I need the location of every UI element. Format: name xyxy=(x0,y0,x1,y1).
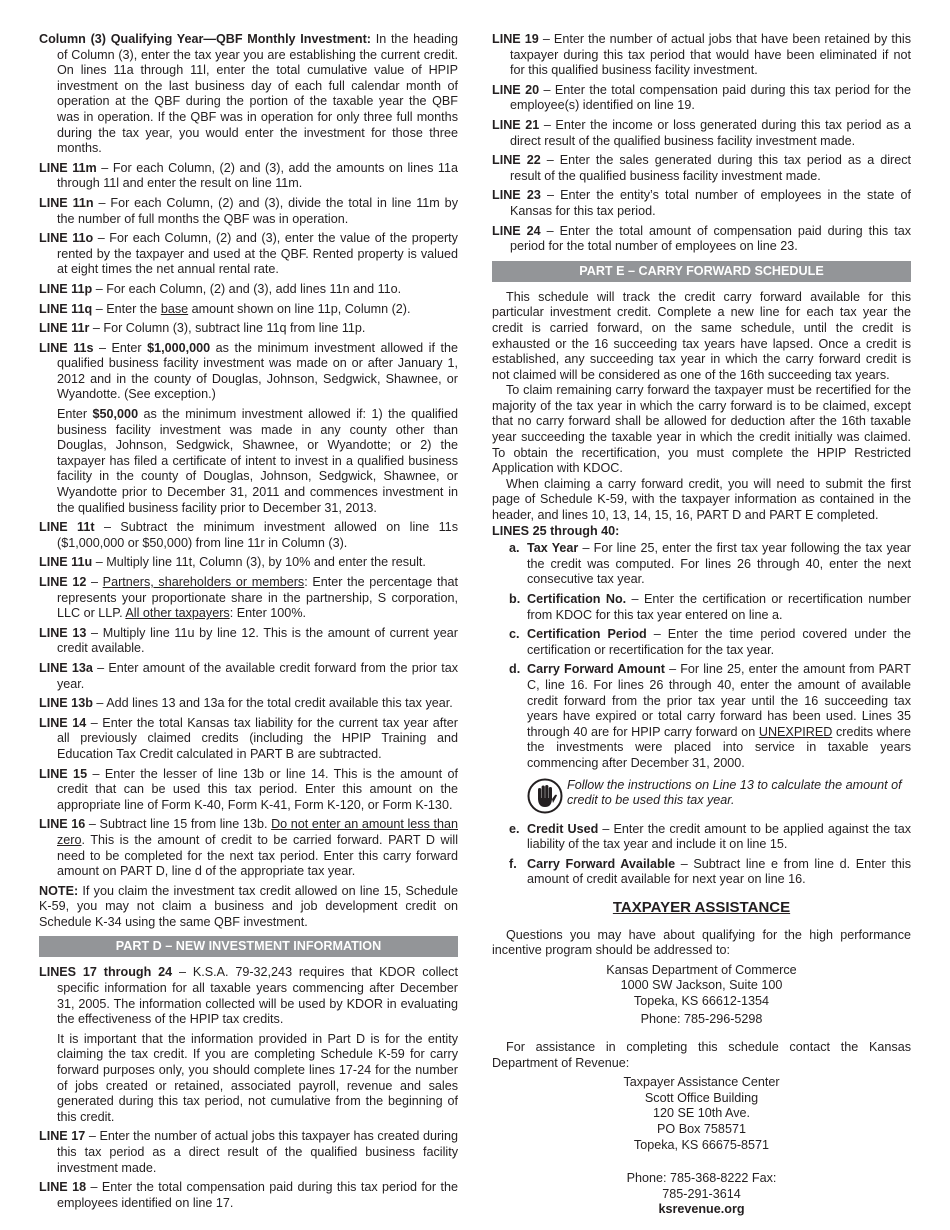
kdor-address: Taxpayer Assistance Center Scott Office Building 120 SE 10th Ave. PO Box 758571 Topeka, KS 66675-8571 Phone: 785-368-8222 Fax: 785-291-3614 ksrevenue.org xyxy=(492,1075,911,1218)
part-e-banner: PART E – CARRY FORWARD SCHEDULE xyxy=(492,261,911,282)
kdoc-address: Kansas Department of Commerce 1000 SW Jackson, Suite 100 Topeka, KS 66612-1354 Phone: 785-296-5298 xyxy=(492,963,911,1028)
list-item: c. Certification Period – Enter the time period covered under the certification or recertification for the tax year. xyxy=(509,627,911,657)
line-24: LINE 24 – Enter the total amount of compensation paid during this tax period for the total number of employees on line 23. xyxy=(492,223,911,254)
line-19: LINE 19 – Enter the number of actual jobs that have been retained by this taxpayer during this tax period that would have been eliminated if not for this qualified business facility investment. xyxy=(492,32,911,78)
line-15: LINE 15 – Enter the lesser of line 13b or line 14. This is the amount of credit that can be used this tax period. Enter this amount on the appropriate line of Form K-40, Form K-41, Form K-120, or Form K-130. xyxy=(39,766,458,812)
list-item: b. Certification No. – Enter the certification or recertification number from KDOC for this tax year entered on line a. xyxy=(509,592,911,622)
lines-17-24-paragraph-2: It is important that the information provided in Part D is for the entity claiming the tax credit. If you are completing Schedule K-59 for carry forward purposes only, you should complete lines 17-24 for the number of jobs created or retained, associated payroll, revenue and sales generated during this tax period, not cumulative from the beginning of this credit. xyxy=(57,1031,458,1124)
line-11q: LINE 11q – Enter the base amount shown on line 11p, Column (2). xyxy=(39,301,411,316)
line-13b: LINE 13b – Add lines 13 and 13a for the total credit available this tax year. xyxy=(39,696,453,711)
line-11s-paragraph-2: Enter $50,000 as the minimum investment allowed if: 1) the qualified business facility investment was made in any county other than Douglas, Johnson, Sedgwick, Shawnee, or Wyandotte; or 2) the taxpayer has filed a certificate of intent to invest in a qualified business facility in the county of Douglas, Johnson, Sedgwick, Shawnee, or Wyandotte prior to December 31, 2011 and commences investment in the qualified business facility prior to December 31, 2013. xyxy=(57,407,458,515)
kdor-fax: 785-291-3614 xyxy=(662,1186,741,1201)
line-11o: LINE 11o – For each Column, (2) and (3), enter the value of the property rented by the taxpayer and used at the QBF. Rented property is valued at eight times the net annual rental rate. xyxy=(39,231,458,277)
website-link[interactable]: ksrevenue.org xyxy=(658,1202,745,1217)
line-11p: LINE 11p – For each Column, (2) and (3), add lines 11n and 11o. xyxy=(39,281,402,296)
part-e-paragraph-1: This schedule will track the credit carry forward available for this particular investment credit. Complete a new line for each tax year the credit is carried forward, on the same schedule, until the credit is exhausted or the 16 succeeding tax years have lapsed. Once a credit is established, any succeeding tax year in which the carry forward credit is not claimed will be considered as one of the 16th succeeding tax years. xyxy=(492,289,911,382)
kdoc-phone: Phone: 785-296-5298 xyxy=(640,1012,763,1027)
line-12: LINE 12 – Partners, shareholders or members: Enter the percentage that represents your proportionate share in the partnership, S corporation, LLC or LLP. All other taxpayers: Enter 100%. xyxy=(39,575,458,621)
line-11n: LINE 11n – For each Column, (2) and (3), divide the total in line 11m by the number of full months the QBF was in operation. xyxy=(39,195,458,226)
stop-hand-icon xyxy=(527,778,563,814)
line-18: LINE 18 – Enter the total compensation paid during this tax period for the employees identified on line 17. xyxy=(39,1180,458,1210)
list-item: a. Tax Year – For line 25, enter the first tax year following the tax year the credit was computed. For lines 26 through 40, enter the next consecutive tax year. xyxy=(509,541,911,587)
list-item: f. Carry Forward Available – Subtract line e from line d. Enter this amount of credit available for next year on line 16. xyxy=(509,856,911,887)
line-11u: LINE 11u – Multiply line 11t, Column (3), by 10% and enter the result. xyxy=(39,555,426,570)
line-11t: LINE 11t – Subtract the minimum investment allowed on line 11s ($1,000,000 or $50,000) from line 11r in Column (3). xyxy=(39,520,458,550)
carry-forward-list xyxy=(492,541,911,771)
left-column xyxy=(39,32,458,1215)
line-22: LINE 22 – Enter the sales generated during this tax period as a direct result of the qualified business facility investment made. xyxy=(492,153,911,183)
right-column xyxy=(492,32,911,1218)
part-e-paragraph-2: To claim remaining carry forward the taxpayer must be recertified for the majority of the tax year in which the carry forward is to be claimed, except that no carry forward shall be allowed for deduction after the 16th taxable year succeeding the taxable year in which the credit initially was claimed. To obtain the recertification, you must complete the HPIP Restricted Application with KDOC. xyxy=(492,383,911,476)
lines-17-24: LINES 17 through 24 – K.S.A. 79-32,243 requires that KDOR collect specific information for all taxable years commencing after December 31, 2005. The information collected will be used by KDOR in evaluating the effectiveness of the HPIP tax credits. xyxy=(39,965,458,1027)
line-23: LINE 23 – Enter the entity’s total number of employees in the state of Kansas for this tax period. xyxy=(492,188,911,218)
carry-forward-list-2 xyxy=(492,822,911,888)
col3-paragraph: Column (3) Qualifying Year—QBF Monthly Investment: In the heading of Column (3), enter the tax year you are establishing the current credit. On lines 11a through 11l, enter the total cumulative value of HPIP investment on the last business day of each full calendar month of operation at the QBF during the portion of the taxable year the QBF was in operation. If the QBF was in operation for only three full months during the tax year, you would enter the investment for those three months. xyxy=(39,32,458,156)
line-13: LINE 13 – Multiply line 11u by line 12. This is the amount of current year credit available. xyxy=(39,625,458,656)
lines-25-40-heading: LINES 25 through 40: xyxy=(492,523,620,538)
line-11r: LINE 11r – For Column (3), subtract line 11q from line 11p. xyxy=(39,321,366,336)
list-item: d. Carry Forward Amount – For line 25, enter the amount from PART C, line 16. For lines 26 through 40, enter the amount of available credit forward from the prior tax year until the 16 succeeding tax years have expired or total carry forward has been used. Lines 35 through 40 are for HPIP carry forward on UNEXPIRED credits where the investments were placed into service in taxable years commencing after December 31, 2000. xyxy=(509,662,911,770)
line-13a: LINE 13a – Enter amount of the available credit forward from the prior tax year. xyxy=(39,660,459,691)
assistance-paragraph-1: Questions you may have about qualifying for the high performance incentive program should be addressed to: xyxy=(492,927,911,958)
note-paragraph: NOTE: If you claim the investment tax credit allowed on line 15, Schedule K-59, you may not claim a business and job development credit on Schedule K-34 using the same QBF investment. xyxy=(39,883,458,929)
assistance-paragraph-2: For assistance in completing this schedule contact the Kansas Department of Revenue: xyxy=(492,1040,911,1070)
part-e-paragraph-3: When claiming a carry forward credit, you will need to submit the first page of Schedule K-59, with the taxpayer information as contained in the header, and lines 10, 13, 14, 15, 16, PART D and PART E completed. xyxy=(492,476,911,523)
line-11m: LINE 11m – For each Column, (2) and (3), add the amounts on lines 11a through 11l and enter the result on line 11m. xyxy=(39,160,459,191)
line-17: LINE 17 – Enter the number of actual jobs this taxpayer has created during this tax period as a direct result of the qualified business facility investment made. xyxy=(39,1129,458,1175)
part-d-banner: PART D – NEW INVESTMENT INFORMATION xyxy=(39,936,458,957)
hand-note-text: Follow the instructions on Line 13 to calculate the amount of credit to be used this tax year. xyxy=(567,777,902,808)
line-14: LINE 14 – Enter the total Kansas tax liability for the current tax year after all previously claimed credits (including the HPIP Training and Education Tax Credit calculated in PART B are subtracted. xyxy=(39,715,458,761)
stop-hand-note xyxy=(492,778,911,814)
line-21: LINE 21 – Enter the income or loss generated during this tax period as a direct result of the qualified business facility investment made. xyxy=(492,117,911,148)
kdor-phone: Phone: 785-368-8222 Fax: xyxy=(626,1171,777,1186)
line-16: LINE 16 – Subtract line 15 from line 13b. Do not enter an amount less than zero. This is the amount of credit to be carried forward. PART D will need to be completed for the next tax period. Enter this carry forward amount on PART D, line d of the appropriate tax year. xyxy=(39,817,458,879)
list-item: e. Credit Used – Enter the credit amount to be applied against the tax liability of the tax year and include it on line 15. xyxy=(509,821,911,852)
line-11s: LINE 11s – Enter $1,000,000 as the minimum investment allowed if the qualified business facility investment was made on or after January 1, 2012 and in the county of Douglas, Johnson, Sedgwick, Shawnee, or Wyandotte. (See exception.) xyxy=(39,340,458,402)
line-20: LINE 20 – Enter the total compensation paid during this tax period for the employee(s) identified on line 19. xyxy=(492,82,911,113)
taxpayer-assistance-title: TAXPAYER ASSISTANCE xyxy=(612,898,791,916)
